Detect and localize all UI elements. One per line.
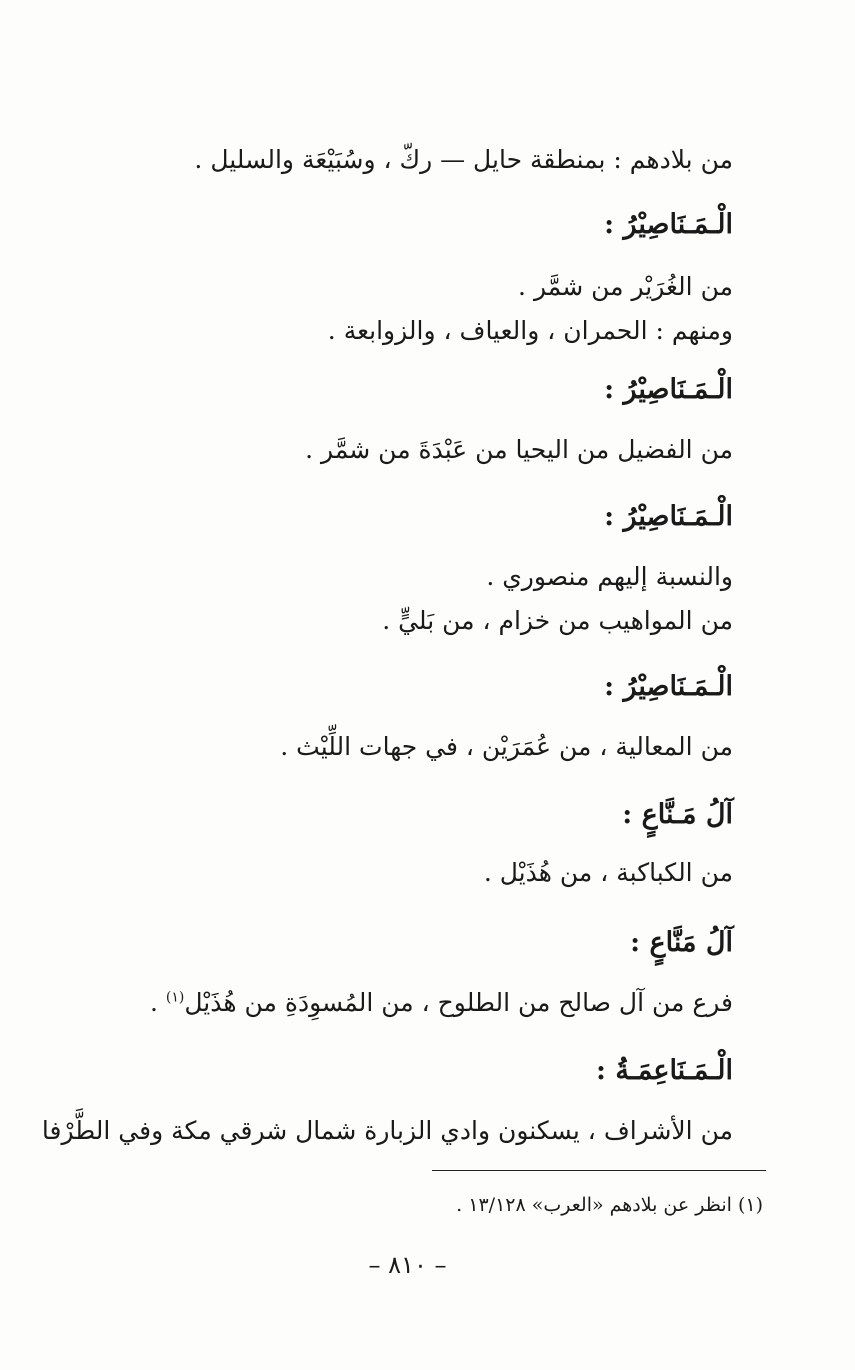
heading-manaima: الْـمَـنَاعِمَـةُ :: [595, 1055, 733, 1086]
text-line-far: [150, 986, 733, 1020]
text-line-ashraf: من الأشراف ، يسكنون وادي الزبارة شمال شرقي مكة وفي الطَّرْفا: [41, 1116, 733, 1145]
text-line-far-main: فرع من آل صالح من الطلوح ، من المُسوِدَةِ من هُذَيْل: [184, 988, 733, 1017]
heading-al-manna-2: آلُ مَنَّاعٍ :: [630, 927, 733, 958]
footnote-marker: (١): [165, 989, 185, 1006]
footnote: (١) انظر عن بلادهم «العرب» ١٣/١٢٨ .: [456, 1194, 763, 1216]
footnote-separator: [432, 1170, 766, 1171]
page-number: – ٨١٠ –: [368, 1251, 447, 1279]
text-line-ghurayr: من الغُرَيْر من شمَّر .: [518, 272, 733, 301]
heading-manasir-2: الْـمَـنَاصِيْرُ :: [604, 374, 733, 405]
text-line-minhum: ومنهم : الحمران ، والعياف ، والزوابعة .: [327, 316, 733, 345]
text-line-kabakiba: من الكباكبة ، من هُذَيْل .: [483, 858, 733, 887]
text-line-nisba: والنسبة إليهم منصوري .: [486, 562, 733, 591]
text-line-fudayl: من الفضيل من اليحيا من عَبْدَةَ من شمَّر .: [305, 435, 733, 464]
heading-manasir-4: الْـمَـنَاصِيْرُ :: [604, 671, 733, 702]
heading-manasir-3: الْـمَـنَاصِيْرُ :: [604, 501, 733, 532]
text-line-bilad: من بلادهم : بمنطقة حايل — ركّ ، وسُبَيْعَة والسليل .: [194, 145, 733, 174]
text-line-far-end: .: [149, 988, 166, 1017]
heading-manasir-1: الْـمَـنَاصِيْرُ :: [604, 209, 733, 240]
heading-al-manna-1: آلُ مَـنَّاعٍ :: [622, 799, 733, 830]
text-line-mawahib: من المواهيب من خزام ، من بَليٍّ .: [382, 606, 733, 635]
text-line-maaliya: من المعالية ، من عُمَرَيْن ، في جهات اللِّيْث .: [280, 732, 733, 761]
